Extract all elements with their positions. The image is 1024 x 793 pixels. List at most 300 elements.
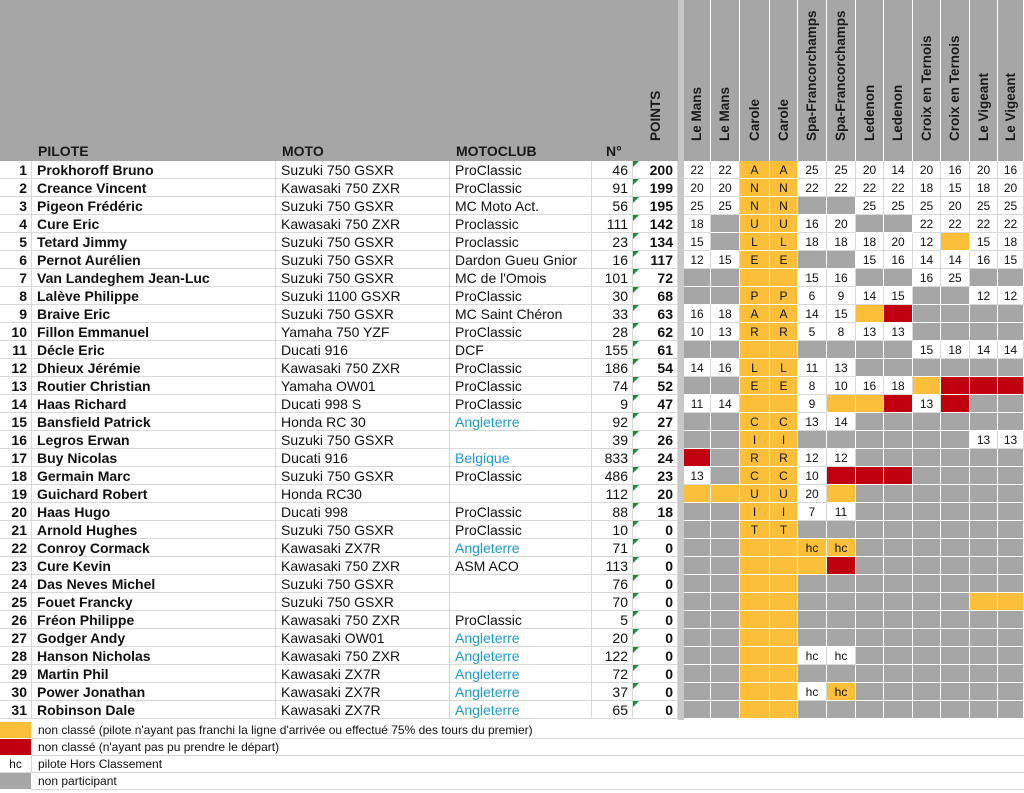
rider-number: 39 <box>592 431 633 449</box>
race-result <box>998 665 1024 683</box>
race-result: 18 <box>998 233 1024 251</box>
rank-cell: 30 <box>0 683 32 701</box>
race-result <box>970 521 998 539</box>
comment-flag-icon <box>633 233 639 239</box>
race-result: 20 <box>913 161 941 179</box>
race-result <box>998 557 1024 575</box>
motoclub-name: DCF <box>450 341 592 359</box>
race-result: 14 <box>884 161 913 179</box>
pilote-name: Guichard Robert <box>32 485 276 503</box>
motoclub-name: ProClassic <box>450 359 592 377</box>
race-result <box>913 485 941 503</box>
motoclub-name: Angleterre <box>450 683 592 701</box>
race-result: L <box>770 359 798 377</box>
race-result: 15 <box>856 251 884 269</box>
motoclub-name: ProClassic <box>450 179 592 197</box>
race-result <box>856 305 884 323</box>
race-result <box>711 701 740 719</box>
race-result <box>913 629 941 647</box>
race-result: 22 <box>913 215 941 233</box>
race-result: 12 <box>827 449 856 467</box>
race-result <box>998 323 1024 341</box>
race-result: 20 <box>998 179 1024 197</box>
race-result: 22 <box>941 215 970 233</box>
race-result: C <box>770 413 798 431</box>
race-result <box>798 557 827 575</box>
race-result <box>970 377 998 395</box>
race-result <box>711 377 740 395</box>
race-result <box>856 665 884 683</box>
race-result: 15 <box>998 251 1024 269</box>
points-total: 200 <box>633 161 678 179</box>
header-points-label: POINTS <box>647 90 663 141</box>
pilote-name: Cure Kevin <box>32 557 276 575</box>
race-result <box>913 557 941 575</box>
race-result: 15 <box>970 233 998 251</box>
race-result: 16 <box>798 215 827 233</box>
race-result <box>684 701 711 719</box>
rider-number: 91 <box>592 179 633 197</box>
race-result: L <box>770 233 798 251</box>
moto-name: Suzuki 750 GSXR <box>276 269 450 287</box>
pilote-name: Hanson Nicholas <box>32 647 276 665</box>
moto-name: Suzuki 750 GSXR <box>276 467 450 485</box>
header-race-1 <box>684 0 711 161</box>
moto-name: Ducati 916 <box>276 449 450 467</box>
points-total: 0 <box>633 665 678 683</box>
rider-number: 37 <box>592 683 633 701</box>
race-result <box>998 647 1024 665</box>
race-result <box>856 611 884 629</box>
race-result <box>798 431 827 449</box>
comment-flag-icon <box>633 323 639 329</box>
race-result <box>913 287 941 305</box>
race-result <box>970 629 998 647</box>
moto-name: Suzuki 750 GSXR <box>276 575 450 593</box>
rider-number: 72 <box>592 665 633 683</box>
race-result: 11 <box>684 395 711 413</box>
legend-swatch: hc <box>0 756 32 773</box>
race-result <box>770 701 798 719</box>
race-result: I <box>740 431 770 449</box>
points-total: 52 <box>633 377 678 395</box>
pilote-name: Routier Christian <box>32 377 276 395</box>
race-result <box>711 593 740 611</box>
race-result <box>711 413 740 431</box>
race-result <box>941 305 970 323</box>
rank-cell: 21 <box>0 521 32 539</box>
comment-flag-icon <box>633 503 639 509</box>
points-total: 0 <box>633 557 678 575</box>
motoclub-name <box>450 593 592 611</box>
race-result <box>913 575 941 593</box>
race-result: 15 <box>798 269 827 287</box>
points-total: 0 <box>633 611 678 629</box>
moto-name: Suzuki 750 GSXR <box>276 197 450 215</box>
header-race-label: Croix en Ternois <box>918 35 934 141</box>
comment-flag-icon <box>633 521 639 527</box>
race-result <box>684 449 711 467</box>
motoclub-name: Angleterre <box>450 413 592 431</box>
rider-number: 112 <box>592 485 633 503</box>
race-result: 20 <box>970 161 998 179</box>
rank-cell: 5 <box>0 233 32 251</box>
race-result <box>998 377 1024 395</box>
race-result: T <box>740 521 770 539</box>
race-result: 18 <box>884 377 913 395</box>
race-result <box>770 629 798 647</box>
motoclub-name: Angleterre <box>450 629 592 647</box>
rank-cell: 8 <box>0 287 32 305</box>
race-result <box>998 683 1024 701</box>
race-result <box>711 665 740 683</box>
header-race-label: Ledenon <box>890 84 905 141</box>
race-result: 16 <box>941 161 970 179</box>
race-result: 18 <box>970 179 998 197</box>
race-result: 10 <box>798 467 827 485</box>
race-result: 14 <box>711 395 740 413</box>
race-result: 16 <box>998 161 1024 179</box>
moto-name: Suzuki 1100 GSXR <box>276 287 450 305</box>
race-result <box>770 647 798 665</box>
race-result <box>711 467 740 485</box>
race-result <box>941 683 970 701</box>
race-result <box>856 449 884 467</box>
race-result <box>941 233 970 251</box>
legend-text: non classé (pilote n'ayant pas franchi la ligne d'arrivée ou effectué 75% des tours du premier) <box>32 722 1024 739</box>
race-result: 20 <box>711 179 740 197</box>
race-result: 13 <box>856 323 884 341</box>
rider-number: 28 <box>592 323 633 341</box>
comment-flag-icon <box>633 359 639 365</box>
race-result <box>941 647 970 665</box>
race-result <box>913 431 941 449</box>
race-result <box>770 575 798 593</box>
race-result <box>684 431 711 449</box>
race-result <box>827 251 856 269</box>
points-total: 68 <box>633 287 678 305</box>
race-result <box>884 521 913 539</box>
pilote-name: Das Neves Michel <box>32 575 276 593</box>
race-result <box>856 503 884 521</box>
points-total: 27 <box>633 413 678 431</box>
points-total: 195 <box>633 197 678 215</box>
motoclub-name: MC de l'Omois <box>450 269 592 287</box>
moto-name: Kawasaki ZX7R <box>276 683 450 701</box>
points-total: 24 <box>633 449 678 467</box>
race-result <box>913 377 941 395</box>
race-result <box>884 215 913 233</box>
race-result: 25 <box>884 197 913 215</box>
race-result: 18 <box>798 233 827 251</box>
rider-number: 9 <box>592 395 633 413</box>
race-result <box>998 521 1024 539</box>
race-result: 22 <box>827 179 856 197</box>
race-result <box>941 449 970 467</box>
comment-flag-icon <box>633 305 639 311</box>
race-result <box>740 269 770 287</box>
race-result <box>941 521 970 539</box>
race-result: 20 <box>856 161 884 179</box>
race-result <box>884 701 913 719</box>
race-result <box>970 269 998 287</box>
race-result <box>970 485 998 503</box>
race-result: 22 <box>856 179 884 197</box>
race-result <box>913 413 941 431</box>
race-result <box>684 629 711 647</box>
race-result: R <box>740 449 770 467</box>
race-result <box>941 701 970 719</box>
race-result <box>856 629 884 647</box>
race-result <box>827 701 856 719</box>
legend-swatch <box>0 773 32 790</box>
rider-number: 74 <box>592 377 633 395</box>
race-result: 11 <box>798 359 827 377</box>
race-result: 14 <box>941 251 970 269</box>
comment-flag-icon <box>633 377 639 383</box>
comment-flag-icon <box>633 179 639 185</box>
rider-number: 70 <box>592 593 633 611</box>
motoclub-name: ProClassic <box>450 395 592 413</box>
motoclub-name: MC Saint Chéron <box>450 305 592 323</box>
race-result: 8 <box>798 377 827 395</box>
race-result <box>998 413 1024 431</box>
race-result <box>770 683 798 701</box>
comment-flag-icon <box>633 467 639 473</box>
points-total: 72 <box>633 269 678 287</box>
pilote-name: Pigeon Frédéric <box>32 197 276 215</box>
race-result <box>998 593 1024 611</box>
race-result <box>798 611 827 629</box>
race-result: 20 <box>884 233 913 251</box>
race-result <box>941 629 970 647</box>
points-total: 0 <box>633 521 678 539</box>
race-result: 15 <box>884 287 913 305</box>
race-result <box>884 503 913 521</box>
rank-cell: 15 <box>0 413 32 431</box>
race-result: 12 <box>798 449 827 467</box>
race-result <box>998 449 1024 467</box>
race-result <box>884 305 913 323</box>
race-result: 5 <box>798 323 827 341</box>
race-result <box>913 593 941 611</box>
race-result: 22 <box>711 161 740 179</box>
moto-name: Suzuki 750 GSXR <box>276 233 450 251</box>
race-result <box>856 701 884 719</box>
race-result: 12 <box>913 233 941 251</box>
race-result <box>856 683 884 701</box>
header-race-label: Carole <box>746 98 762 141</box>
motoclub-name: ProClassic <box>450 287 592 305</box>
header-pilote-label: PILOTE <box>38 143 89 159</box>
race-result <box>884 341 913 359</box>
race-result <box>827 521 856 539</box>
pilote-name: Prokhoroff Bruno <box>32 161 276 179</box>
race-result <box>913 683 941 701</box>
race-result <box>856 269 884 287</box>
race-result <box>970 305 998 323</box>
rider-number: 33 <box>592 305 633 323</box>
points-total: 0 <box>633 683 678 701</box>
race-result <box>711 503 740 521</box>
race-result <box>711 539 740 557</box>
race-result <box>970 611 998 629</box>
race-result <box>970 359 998 377</box>
motoclub-name: Proclassic <box>450 233 592 251</box>
rank-cell: 10 <box>0 323 32 341</box>
rank-cell: 26 <box>0 611 32 629</box>
header-race-12 <box>998 0 1024 161</box>
race-result: hc <box>827 539 856 557</box>
moto-name: Kawasaki 750 ZXR <box>276 359 450 377</box>
points-total: 63 <box>633 305 678 323</box>
race-result <box>770 611 798 629</box>
comment-flag-icon <box>633 215 639 221</box>
race-result <box>941 359 970 377</box>
points-total: 199 <box>633 179 678 197</box>
legend-text: non participant <box>32 773 1024 790</box>
race-result <box>827 431 856 449</box>
points-total: 0 <box>633 539 678 557</box>
race-result <box>970 323 998 341</box>
race-result <box>941 413 970 431</box>
race-result: 22 <box>884 179 913 197</box>
race-result: 22 <box>798 179 827 197</box>
race-result <box>684 665 711 683</box>
pilote-name: Haas Hugo <box>32 503 276 521</box>
race-result: U <box>740 215 770 233</box>
race-result <box>970 593 998 611</box>
race-result <box>970 701 998 719</box>
rank-cell: 1 <box>0 161 32 179</box>
race-result <box>711 449 740 467</box>
pilote-name: Power Jonathan <box>32 683 276 701</box>
race-result <box>970 665 998 683</box>
race-result <box>941 611 970 629</box>
race-result <box>856 647 884 665</box>
race-result: R <box>770 449 798 467</box>
race-result: hc <box>798 683 827 701</box>
pilote-name: Lalève Philippe <box>32 287 276 305</box>
comment-flag-icon <box>633 431 639 437</box>
race-result: 13 <box>798 413 827 431</box>
race-result <box>798 341 827 359</box>
race-result: 6 <box>798 287 827 305</box>
race-result <box>711 431 740 449</box>
rank-cell: 23 <box>0 557 32 575</box>
race-result: 9 <box>798 395 827 413</box>
rank-cell: 16 <box>0 431 32 449</box>
race-result: I <box>740 503 770 521</box>
race-result <box>827 593 856 611</box>
race-result <box>941 287 970 305</box>
race-result <box>941 377 970 395</box>
moto-name: Honda RC30 <box>276 485 450 503</box>
race-result <box>770 341 798 359</box>
race-result: A <box>770 305 798 323</box>
rank-cell: 29 <box>0 665 32 683</box>
race-result: A <box>770 161 798 179</box>
rider-number: 186 <box>592 359 633 377</box>
race-result <box>827 575 856 593</box>
race-result <box>884 359 913 377</box>
race-result <box>913 467 941 485</box>
race-result <box>913 611 941 629</box>
race-result <box>884 557 913 575</box>
race-result <box>711 683 740 701</box>
race-result <box>856 539 884 557</box>
race-result: 18 <box>827 233 856 251</box>
comment-flag-icon <box>633 449 639 455</box>
race-result <box>913 539 941 557</box>
race-result <box>998 305 1024 323</box>
moto-name: Kawasaki ZX7R <box>276 701 450 719</box>
rank-cell: 13 <box>0 377 32 395</box>
header-rank-blank <box>0 0 32 161</box>
rider-number: 30 <box>592 287 633 305</box>
race-result <box>856 413 884 431</box>
race-result: 25 <box>941 269 970 287</box>
pilote-name: Bansfield Patrick <box>32 413 276 431</box>
race-result: 16 <box>856 377 884 395</box>
race-result <box>884 665 913 683</box>
points-total: 0 <box>633 629 678 647</box>
comment-flag-icon <box>633 161 639 167</box>
race-result <box>798 593 827 611</box>
race-result <box>941 557 970 575</box>
race-result: 25 <box>798 161 827 179</box>
header-pilote <box>32 0 276 161</box>
race-result: 20 <box>941 197 970 215</box>
pilote-name: Martin Phil <box>32 665 276 683</box>
race-result <box>913 305 941 323</box>
race-result <box>998 467 1024 485</box>
pilote-name: Décle Eric <box>32 341 276 359</box>
pilote-name: Creance Vincent <box>32 179 276 197</box>
points-total: 26 <box>633 431 678 449</box>
motoclub-name: ASM ACO <box>450 557 592 575</box>
race-result <box>798 575 827 593</box>
race-result: 14 <box>970 341 998 359</box>
header-race-label: Spa-Francorchamps <box>833 10 848 141</box>
header-race-10 <box>941 0 970 161</box>
race-result: 8 <box>827 323 856 341</box>
comment-flag-icon <box>633 341 639 347</box>
race-result <box>684 683 711 701</box>
race-result: 14 <box>998 341 1024 359</box>
race-result: 25 <box>856 197 884 215</box>
points-total: 61 <box>633 341 678 359</box>
rank-cell: 31 <box>0 701 32 719</box>
race-result: 25 <box>970 197 998 215</box>
race-result <box>856 593 884 611</box>
legend-swatch <box>0 722 32 739</box>
race-result <box>884 629 913 647</box>
moto-name: Yamaha OW01 <box>276 377 450 395</box>
race-result: 12 <box>684 251 711 269</box>
race-result <box>711 341 740 359</box>
rank-cell: 17 <box>0 449 32 467</box>
race-result <box>884 269 913 287</box>
motoclub-name: ProClassic <box>450 323 592 341</box>
race-result <box>798 521 827 539</box>
rider-number: 71 <box>592 539 633 557</box>
race-result: N <box>740 179 770 197</box>
race-result: 14 <box>913 251 941 269</box>
race-result <box>998 485 1024 503</box>
race-result: 11 <box>827 503 856 521</box>
race-result <box>970 413 998 431</box>
